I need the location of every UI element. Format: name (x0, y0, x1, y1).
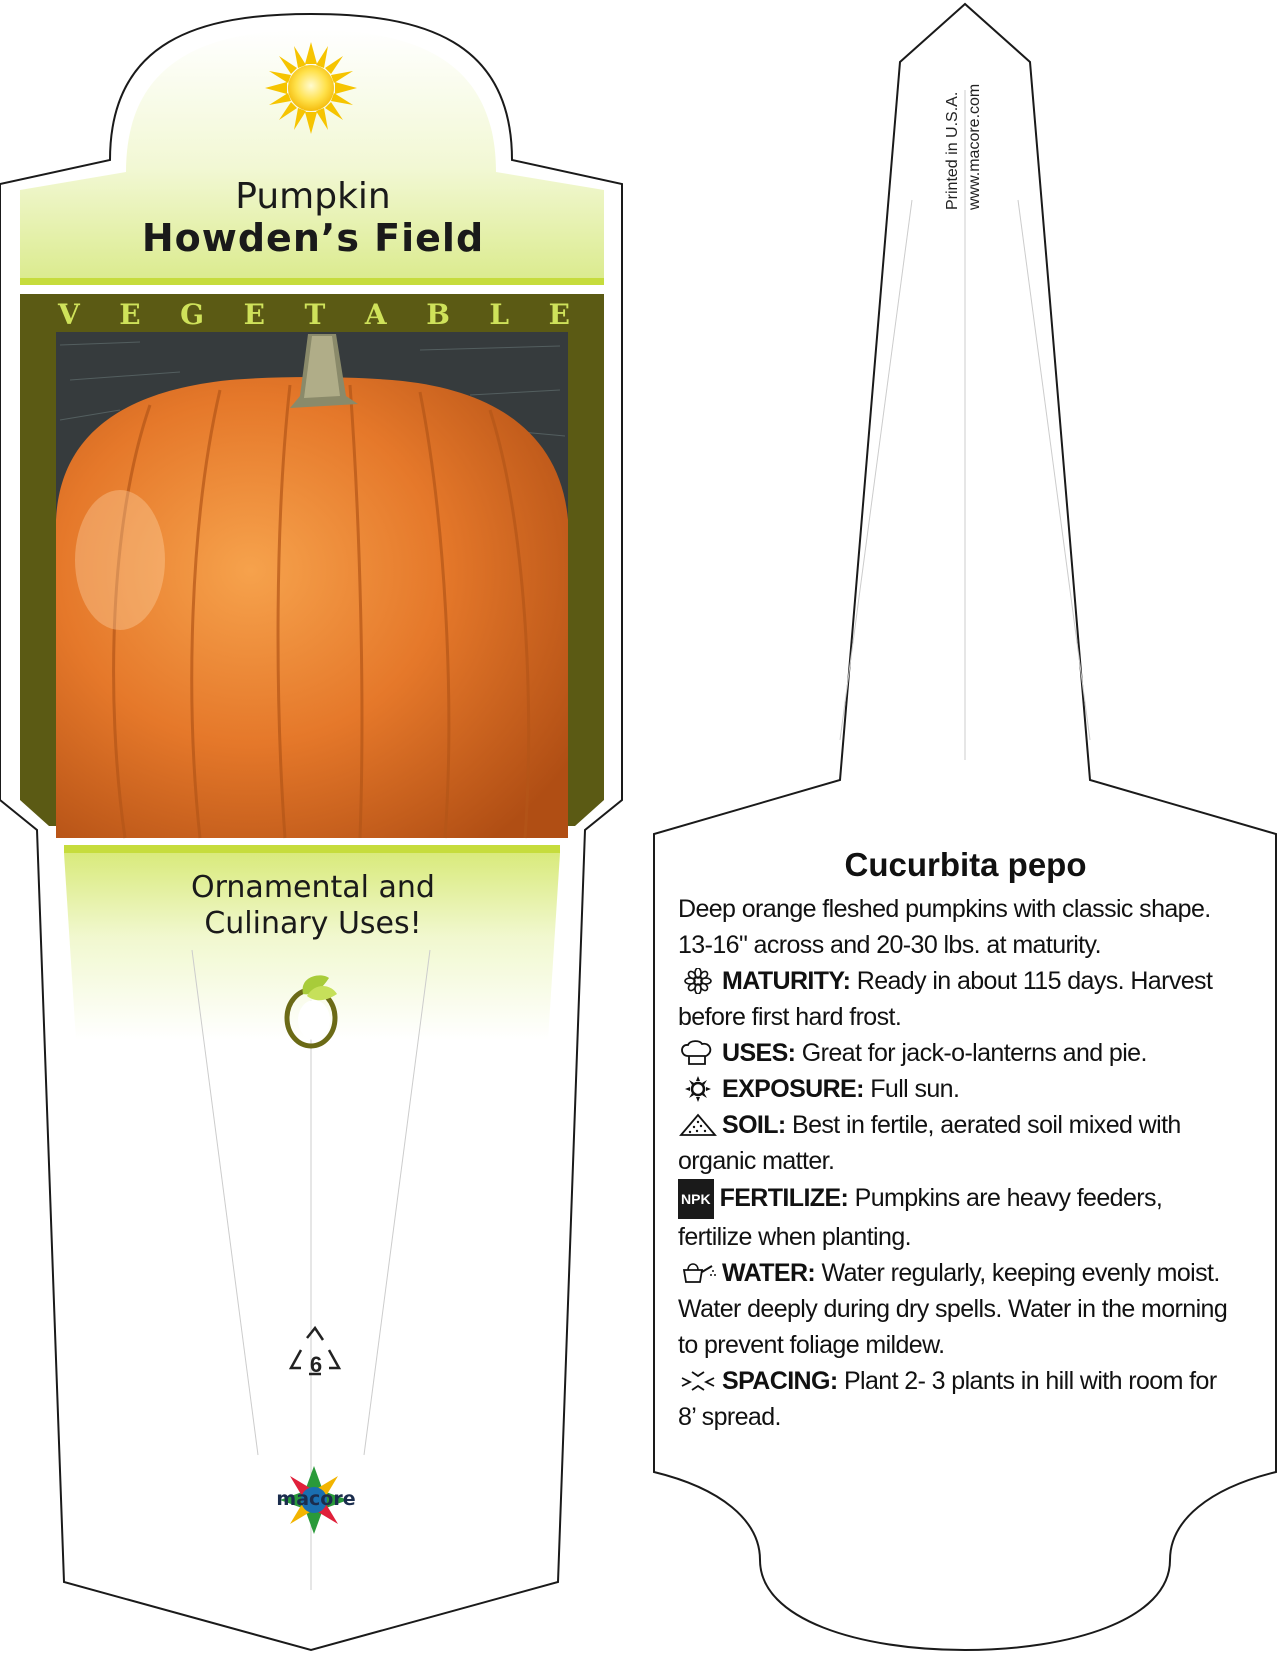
category-letter: G (180, 298, 205, 331)
section-text: Plant 2- 3 plants in hill with room for 8’ spread. (678, 1367, 1217, 1431)
recycle-number: 6 (309, 1352, 323, 1377)
care-section-spacing (678, 1363, 1238, 1435)
soil-pile-icon (678, 1112, 718, 1138)
tagline (60, 870, 566, 942)
category-letter: T (304, 298, 326, 331)
sun-icon (678, 1076, 718, 1102)
chef-hat-icon (678, 1040, 718, 1066)
flower-icon (678, 968, 718, 994)
care-section-fertilize (678, 1179, 1238, 1255)
section-text: Ready in about 115 days. Harvest before first hard frost. (678, 967, 1213, 1031)
website-line: www.macore.com (966, 83, 983, 210)
section-text: Best in fertile, aerated soil mixed with organic matter. (678, 1111, 1181, 1175)
spacing-arrows-icon (678, 1368, 718, 1394)
category-letter: A (364, 298, 387, 331)
section-label: WATER: (722, 1259, 816, 1287)
section-text: Full sun. (870, 1075, 960, 1103)
section-label: FERTILIZE: (719, 1184, 849, 1212)
care-section-uses (678, 1035, 1238, 1071)
section-text: Water regularly, keeping evenly moist. Water deeply during dry spells. Water in the morning to prevent foliage mildew. (678, 1259, 1228, 1359)
npk-icon: NPK (678, 1179, 714, 1219)
section-label: USES: (722, 1039, 796, 1067)
section-text: Great for jack-o-lanterns and pie. (801, 1039, 1147, 1067)
description: Deep orange fleshed pumpkins with classic shape. 13-16" across and 20-30 lbs. at maturity. (678, 895, 1211, 959)
tagline-line: Ornamental and (191, 870, 435, 905)
category-letter: E (119, 298, 141, 331)
category-letter: V (58, 298, 80, 331)
category-letter: E (243, 298, 265, 331)
care-section-maturity (678, 963, 1238, 1035)
section-label: MATURITY: (722, 967, 851, 995)
care-section-soil (678, 1107, 1238, 1179)
section-label: EXPOSURE: (722, 1075, 864, 1103)
species-name: Cucurbita pepo (844, 846, 1087, 883)
category-letter: E (548, 298, 570, 331)
variety-name: Howden’s Field (141, 216, 485, 260)
section-label: SOIL: (722, 1111, 786, 1139)
category-letter: L (489, 298, 510, 331)
care-section-water (678, 1255, 1238, 1363)
pumpkin-photo (56, 332, 568, 838)
section-text: Pumpkins are heavy feeders, fertilize when planting. (678, 1184, 1163, 1251)
care-info (678, 891, 1238, 1435)
plant-name: Pumpkin (235, 176, 391, 217)
section-label: SPACING: (722, 1367, 838, 1395)
watering-can-icon (678, 1260, 718, 1286)
brand-name: macore (276, 1488, 356, 1510)
printed-line: Printed in U.S.A. (944, 91, 961, 210)
care-section-exposure (678, 1071, 1238, 1107)
printed-credit (944, 83, 983, 360)
category-letter: B (426, 298, 450, 331)
tagline-line: Culinary Uses! (204, 906, 422, 941)
category-banner (58, 298, 570, 331)
